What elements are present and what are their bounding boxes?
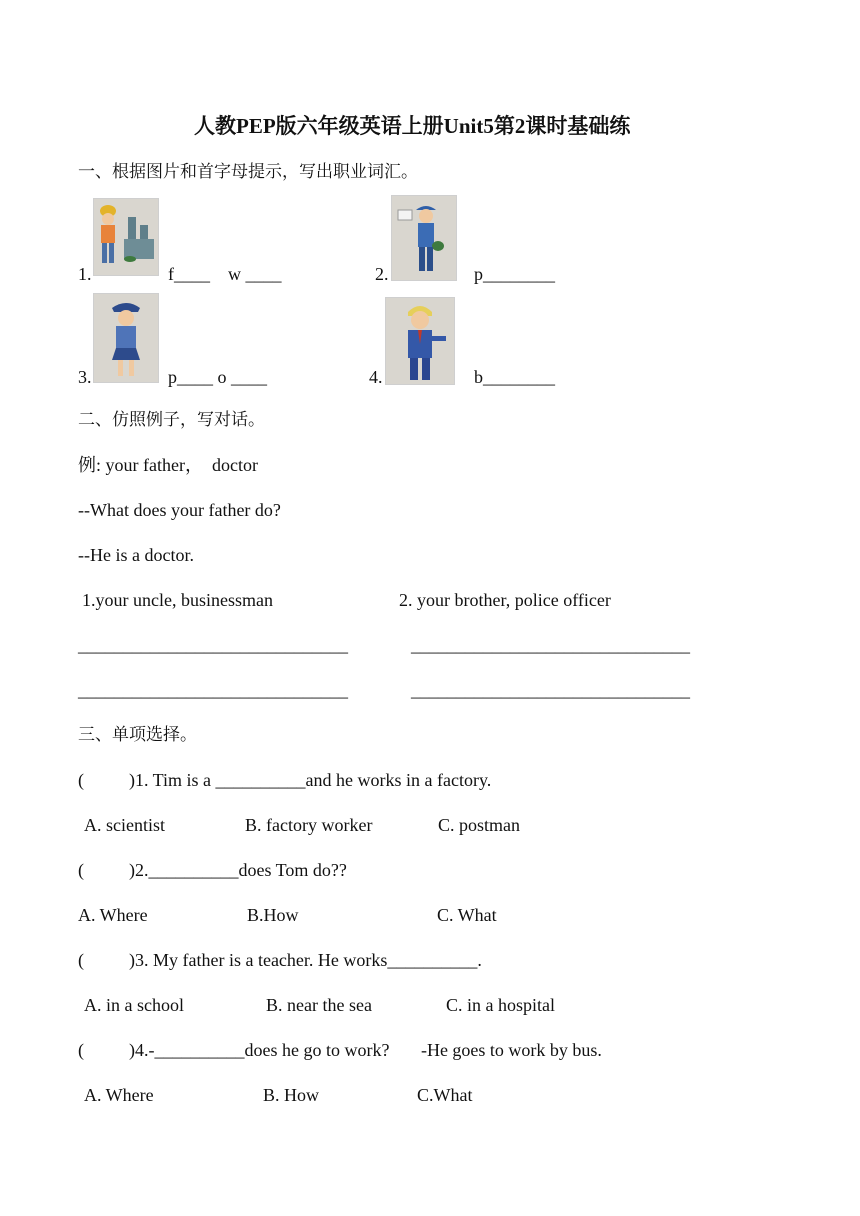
question-3: ( )3. My father is a teacher. He works__________. [78, 950, 482, 970]
question-4: ( )4.-__________does he go to work? -He goes to work by bus. [78, 1040, 602, 1060]
q4-option-a: A. Where [84, 1085, 154, 1105]
item2-number: 2. [375, 264, 389, 284]
q3-option-a: A. in a school [84, 995, 184, 1015]
answer-blank[interactable]: _______________________________ [411, 680, 690, 700]
section3-heading: 三、单项选择。 [78, 725, 197, 745]
item3-number: 3. [78, 367, 92, 387]
police-officer-icon [93, 293, 159, 383]
businessman-icon [385, 297, 455, 385]
question-2: ( )2.__________does Tom do?? [78, 860, 347, 880]
task-1: 1.your uncle, businessman [82, 590, 273, 610]
q2-option-b: B.How [247, 905, 299, 925]
q2-option-c: C. What [437, 905, 497, 925]
answer-blank[interactable]: ______________________________ [78, 635, 348, 655]
q1-option-a: A. scientist [84, 815, 165, 835]
item4-number: 4. [369, 367, 383, 387]
example-question: --What does your father do? [78, 500, 281, 520]
q2-option-a: A. Where [78, 905, 148, 925]
task-2: 2. your brother, police officer [399, 590, 611, 610]
q3-option-c: C. in a hospital [446, 995, 555, 1015]
factory-worker-icon [93, 198, 159, 276]
q4-option-b: B. How [263, 1085, 320, 1105]
answer-blank[interactable]: _______________________________ [411, 635, 690, 655]
question-1: ( )1. Tim is a __________and he works in a factory. [78, 770, 492, 790]
q1-option-b: B. factory worker [245, 815, 373, 835]
example-answer: --He is a doctor. [78, 545, 194, 565]
item2-hint: p________ [474, 264, 555, 284]
item1-hint: f____ w ____ [168, 264, 282, 284]
q1-option-c: C. postman [438, 815, 521, 835]
item4-hint: b________ [474, 367, 555, 387]
section2-heading: 二、仿照例子，写对话。 [78, 410, 265, 430]
postman-icon [391, 195, 457, 281]
item1-number: 1. [78, 264, 92, 284]
item3-hint: p____ o ____ [168, 367, 267, 387]
q3-option-b: B. near the sea [266, 995, 372, 1015]
section1-heading: 一、根据图片和首字母提示，写出职业词汇。 [78, 162, 418, 182]
example-line: 例: your father， doctor [78, 455, 258, 475]
answer-blank[interactable]: ______________________________ [78, 680, 348, 700]
q4-option-c: C.What [417, 1085, 473, 1105]
page-title: 人教PEP版六年级英语上册Unit5第2课时基础练 [194, 114, 631, 138]
